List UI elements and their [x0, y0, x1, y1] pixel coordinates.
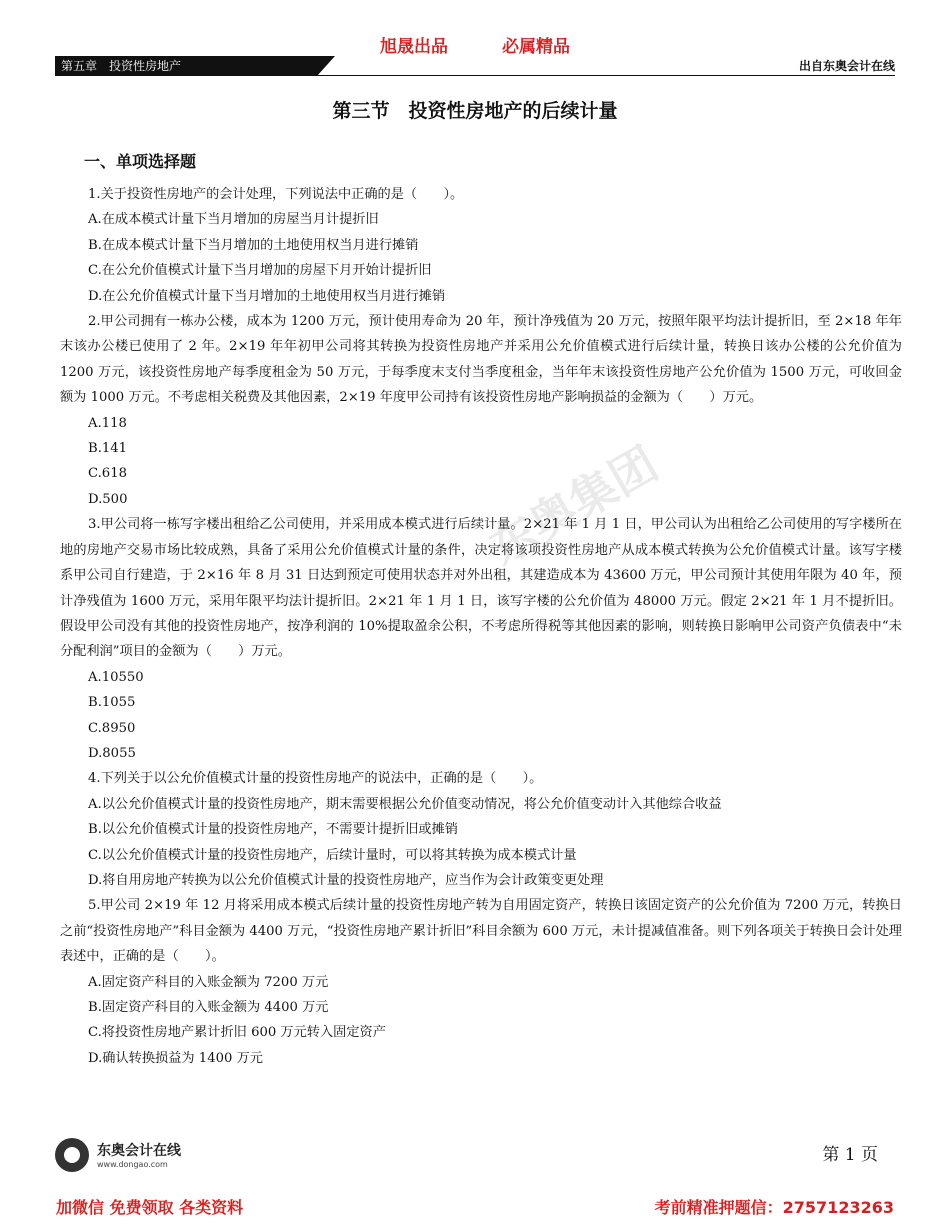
answer-option: B.1055	[88, 695, 136, 711]
dongao-logo-icon	[55, 1138, 89, 1172]
question-list	[60, 182, 902, 1071]
chapter-tab-tail	[317, 56, 335, 76]
answer-option: A.在成本模式计量下当月增加的房屋当月计提折旧	[88, 212, 379, 228]
answer-option: A.10550	[88, 669, 144, 685]
section-title: 第三节 投资性房地产的后续计量	[332, 100, 618, 122]
page-number: 第 1 页	[822, 1145, 878, 1165]
answer-option: B.固定资产科目的入账金额为 4400 万元	[88, 1000, 329, 1015]
answer-option: C.将投资性房地产累计折旧 600 万元转入固定资产	[88, 1025, 386, 1041]
question-stem: 4.下列关于以公允价值模式计量的投资性房地产的说法中，正确的是（ ）。	[88, 771, 543, 787]
promo-right-text: 必属精品	[501, 37, 570, 57]
header-rule	[55, 75, 895, 76]
page-header	[55, 56, 895, 76]
footer-promo-right: 考前精准押题信：2757123263	[654, 1198, 894, 1217]
footer-promo-left: 加微信 免费领取 各类资料	[56, 1198, 244, 1217]
answer-option: C.在公允价值模式计量下当月增加的房屋下月开始计提折旧	[88, 263, 432, 279]
answer-option: A.固定资产科目的入账金额为 7200 万元	[88, 974, 329, 990]
answer-option: C.8950	[88, 720, 136, 736]
question-stem: 5.甲公司 2×19 年 12 月将采用成本模式后续计量的投资性房地产转为自用固定资产，转换日该固定资产的公允价值为 7200 万元，转换日之前“投资性房地产”科目金额为 4400 万元，“投资性房地产累计折旧”科目余额为 600 万元，未计提减值准备。则下列各项关于转换日会计处理表述中，正确的是（ ）。	[60, 898, 902, 965]
part-title: 一、单项选择题	[84, 152, 197, 171]
answer-option: B.141	[88, 441, 128, 457]
answer-option: D.确认转换损益为 1400 万元	[88, 1050, 263, 1066]
answer-option: A.118	[88, 415, 127, 431]
chapter-tab: 第五章 投资性房地产	[55, 56, 317, 76]
answer-option: B.以公允价值模式计量的投资性房地产，不需要计提折旧或摊销	[88, 822, 458, 838]
question-stem: 2.甲公司拥有一栋办公楼，成本为 1200 万元，预计使用寿命为 20 年，预计净残值为 20 万元，按照年限平均法计提折旧，至 2×18 年年末该办公楼已使用了 2 年。2×19 年年初甲公司将其转换为投资性房地产并采用公允价值模式进行后续计量，转换日该办公楼的公允价值为 1200 万元，该投资性房地产每季度租金为 50 万元，于每季度末支付当季度租金，当年年末该投资性房地产公允价值为 1500 万元，可收回金额为 1000 万元。不考虑相关税费及其他因素，2×19 年度甲公司持有该投资性房地产影响损益的金额为（ ）万元。	[60, 314, 902, 406]
logo-name: 东奥会计在线	[97, 1143, 181, 1159]
promo-left-text: 旭晟出品	[380, 37, 449, 57]
answer-option: D.将自用房地产转换为以公允价值模式计量的投资性房地产，应当作为会计政策变更处理	[88, 872, 604, 888]
logo-url: www.dongao.com	[97, 1160, 168, 1169]
answer-option: A.以公允价值模式计量的投资性房地产，期末需要根据公允价值变动情况，将公允价值变动计入其他综合收益	[88, 796, 722, 812]
watermark: 东奥集团	[480, 436, 667, 575]
footer-logo	[55, 1138, 215, 1178]
answer-option: D.8055	[88, 745, 136, 761]
header-source: 出自东奥会计在线	[798, 59, 895, 73]
answer-option: C.618	[88, 466, 127, 482]
question-stem: 1.关于投资性房地产的会计处理，下列说法中正确的是（ ）。	[88, 187, 464, 202]
top-promo-banner	[0, 32, 950, 57]
answer-option: D.500	[88, 491, 128, 507]
answer-option: C.以公允价值模式计量的投资性房地产，后续计量时，可以将其转换为成本模式计量	[88, 847, 577, 863]
question-stem: 3.甲公司将一栋写字楼出租给乙公司使用，并采用成本模式进行后续计量。2×21 年 1 月 1 日，甲公司认为出租给乙公司使用的写字楼所在地的房地产交易市场比较成熟，具备了采用公允价值模式计量的条件，决定将该项投资性房地产从成本模式转换为公允价值模式计量。该写字楼系甲公司自行建造，于 2×16 年 8 月 31 日达到预定可使用状态并对外出租，其建造成本为 43600 万元，甲公司预计其使用年限为 40 年，预计净残值为 1600 万元，采用年限平均法计提折旧。2×21 年 1 月 1 日，该写字楼的公允价值为 48000 万元。假定 2×21 年 1 月不提折旧。假设甲公司没有其他的投资性房地产，按净利润的 10%提取盈余公积，不考虑所得税等其他因素的影响，则转换日影响甲公司资产负债表中“未分配利润”项目的金额为（ ）万元。	[60, 517, 902, 660]
answer-option: B.在成本模式计量下当月增加的土地使用权当月进行摊销	[88, 237, 419, 253]
answer-option: D.在公允价值模式计量下当月增加的土地使用权当月进行摊销	[88, 288, 446, 304]
